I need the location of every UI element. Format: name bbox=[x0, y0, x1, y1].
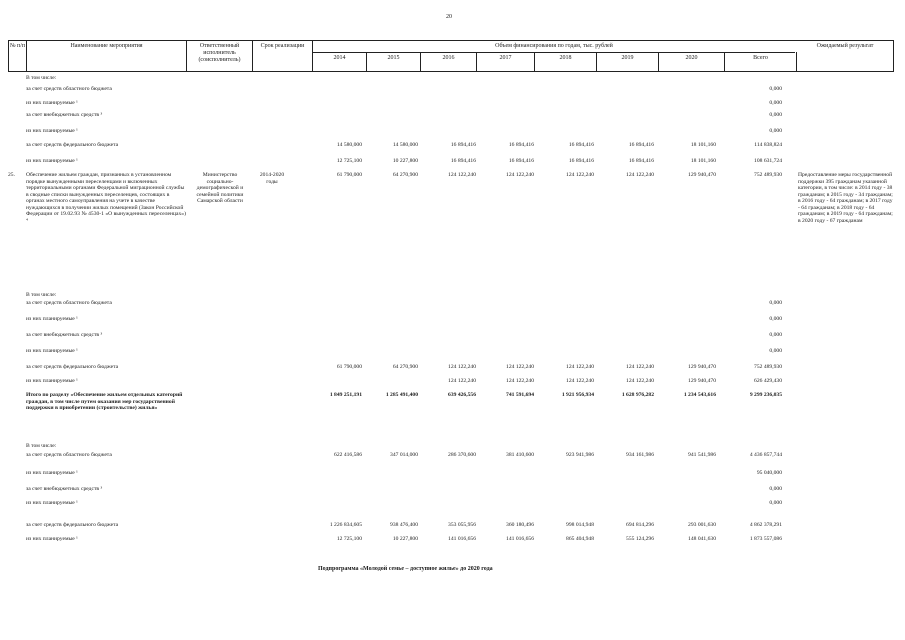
row-value: 741 591,694 bbox=[506, 392, 534, 398]
row-value: 286 370,600 bbox=[448, 452, 476, 458]
row-value: 108 631,724 bbox=[754, 158, 782, 164]
row-value: 1 285 491,400 bbox=[385, 392, 418, 398]
row-label: из них планируемые ¹ bbox=[26, 378, 78, 384]
row-value: 934 161,986 bbox=[626, 452, 654, 458]
row-label: Итого по разделу «Обеспечение жильем отдельных категорий граждан, в том числе путем оказания мер государственной поддержки в приобретении (строительстве) жилья» bbox=[26, 392, 183, 411]
row-value: 381 410,600 bbox=[506, 452, 534, 458]
row-label: В том числе: bbox=[26, 292, 57, 298]
row-value: 639 426,556 bbox=[448, 392, 476, 398]
header-year: 2017 bbox=[477, 52, 535, 71]
row-value: 18 101,160 bbox=[690, 158, 716, 164]
row-value: 124 122,240 bbox=[626, 364, 654, 370]
row-label: из них планируемые ¹ bbox=[26, 100, 78, 106]
row-value: 694 814,296 bbox=[626, 522, 654, 528]
row-value: 0,000 bbox=[769, 300, 782, 306]
header-year: 2020 bbox=[659, 52, 725, 71]
row-executor: Министерство социально-демографической и семейной политики Самарской области bbox=[196, 172, 244, 204]
row-value: 622 416,586 bbox=[334, 452, 362, 458]
row-label: из них планируемые ¹ bbox=[26, 348, 78, 354]
row-value: 129 940,470 bbox=[688, 364, 716, 370]
row-value: 0,000 bbox=[769, 86, 782, 92]
row-value: 353 055,956 bbox=[448, 522, 476, 528]
row-value: 998 014,948 bbox=[566, 522, 594, 528]
row-value: 124 122,240 bbox=[448, 172, 476, 178]
row-value: 0,000 bbox=[769, 112, 782, 118]
header-year: 2018 bbox=[535, 52, 597, 71]
row-value: 124 122,240 bbox=[566, 364, 594, 370]
row-value: 64 270,900 bbox=[392, 364, 418, 370]
header-year: 2015 bbox=[367, 52, 421, 71]
header-year: 2014 bbox=[313, 52, 367, 71]
row-value: 12 725,100 bbox=[336, 536, 362, 542]
row-value: 16 894,416 bbox=[628, 142, 654, 148]
row-label: за счет внебюджетных средств ³ bbox=[26, 332, 103, 338]
row-label: из них планируемые ¹ bbox=[26, 158, 78, 164]
row-label: из них планируемые ¹ bbox=[26, 128, 78, 134]
row-value: 16 894,416 bbox=[450, 158, 476, 164]
row-label: за счет внебюджетных средств ³ bbox=[26, 486, 103, 492]
row-label: В том числе: bbox=[26, 443, 57, 449]
row-value: 752 489,930 bbox=[754, 364, 782, 370]
row-period: 2014-2020 годы bbox=[259, 172, 285, 185]
header-num: № п/п bbox=[9, 41, 27, 71]
row-value: 938 476,400 bbox=[390, 522, 418, 528]
row-label: из них планируемые ¹ bbox=[26, 470, 78, 476]
row-value: 124 122,240 bbox=[448, 364, 476, 370]
row-value: 16 894,416 bbox=[450, 142, 476, 148]
row-value: 95 040,000 bbox=[756, 470, 782, 476]
row-value: 124 122,240 bbox=[626, 172, 654, 178]
row-value: 124 122,240 bbox=[506, 378, 534, 384]
header-executor: Ответственный исполнитель (соисполнитель) bbox=[187, 41, 253, 71]
row-value: 12 725,100 bbox=[336, 158, 362, 164]
row-label: за счет средств федерального бюджета bbox=[26, 142, 119, 148]
header-finance: Объем финансирования по годам, тыс. рублей bbox=[313, 41, 795, 53]
row-result: Предоставление меры государственной поддержки 395 гражданам указанной категории, в том числе: в 2014 году - 38 гражданам; в 2015 году - 34 гражданам; в 2016 году - 64 гражданам; в 2017 году - 64 гражданам; в 2018 году - 64 гражданам; в 2019 году - 64 гражданам; в 2020 году - 67 гражданам bbox=[798, 172, 893, 224]
table-body bbox=[8, 72, 894, 572]
row-value: 555 124,296 bbox=[626, 536, 654, 542]
row-value: 752 489,930 bbox=[754, 172, 782, 178]
header-period: Срок реализации bbox=[253, 41, 313, 71]
row-value: 4 862 378,291 bbox=[749, 522, 782, 528]
row-value: 124 122,240 bbox=[566, 378, 594, 384]
row-value: 941 541,986 bbox=[688, 452, 716, 458]
row-value: 124 122,240 bbox=[506, 172, 534, 178]
row-value: 124 122,240 bbox=[448, 378, 476, 384]
row-value: 0,000 bbox=[769, 100, 782, 106]
row-value: 16 894,416 bbox=[568, 158, 594, 164]
row-value: 0,000 bbox=[769, 316, 782, 322]
header-year: 2019 bbox=[597, 52, 659, 71]
row-value: 347 014,000 bbox=[390, 452, 418, 458]
header-year: 2016 bbox=[421, 52, 477, 71]
row-value: 14 580,000 bbox=[336, 142, 362, 148]
row-value: 0,000 bbox=[769, 486, 782, 492]
row-value: 129 940,470 bbox=[688, 172, 716, 178]
row-value: 0,000 bbox=[769, 332, 782, 338]
row-value: 141 016,656 bbox=[506, 536, 534, 542]
row-value: 124 122,240 bbox=[566, 172, 594, 178]
row-label: из них планируемые ¹ bbox=[26, 316, 78, 322]
row-value: 124 122,240 bbox=[506, 364, 534, 370]
header-name: Наименование мероприятия bbox=[27, 41, 187, 71]
row-label: за счет средств федерального бюджета bbox=[26, 364, 119, 370]
header-year-total: Всего bbox=[725, 52, 797, 71]
row-value: 4 436 857,744 bbox=[749, 452, 782, 458]
row-value: 360 180,496 bbox=[506, 522, 534, 528]
subprogram-title: Подпрограмма «Молодой семье – доступное жилье» до 2020 года bbox=[318, 566, 493, 572]
row-value: 9 299 236,035 bbox=[749, 392, 782, 398]
row-value: 1 628 976,282 bbox=[621, 392, 654, 398]
row-value: 10 227,800 bbox=[392, 536, 418, 542]
row-label: за счет средств областного бюджета bbox=[26, 300, 112, 306]
row-value: 10 227,800 bbox=[392, 158, 418, 164]
row-value: 129 940,470 bbox=[688, 378, 716, 384]
row-value: 1 226 834,605 bbox=[329, 522, 362, 528]
row-value: 61 790,000 bbox=[336, 172, 362, 178]
row-value: 14 580,000 bbox=[392, 142, 418, 148]
row-value: 1 234 543,616 bbox=[683, 392, 716, 398]
row-value: 114 838,824 bbox=[754, 142, 782, 148]
row-label: за счет средств областного бюджета bbox=[26, 452, 112, 458]
row-label: за счет средств федерального бюджета bbox=[26, 522, 119, 528]
row-value: 64 270,900 bbox=[392, 172, 418, 178]
row-value: 16 894,416 bbox=[568, 142, 594, 148]
row-label: из них планируемые ¹ bbox=[26, 500, 78, 506]
row-value: 16 894,416 bbox=[508, 142, 534, 148]
row-value: 626 429,430 bbox=[754, 378, 782, 384]
row-value: 0,000 bbox=[769, 128, 782, 134]
header-result: Ожидаемый результат bbox=[816, 43, 874, 49]
row-label: В том числе: bbox=[26, 75, 57, 81]
row-number: 25. bbox=[8, 172, 15, 178]
row-value: 148 041,630 bbox=[688, 536, 716, 542]
row-label: Обеспечение жильем граждан, признанных в установленном порядке вынужденными переселенцами и включенных территориальными органами Федеральной миграционной службы в сводные списки вынужденных переселенцев, состоящих в органах местного самоуправления на учете в качестве нуждающихся в получении жилых помещений (Закон Российской Федерации от 19.02.93 № 4530-1 «О вынужденных переселенцах») ⁴ bbox=[26, 172, 186, 224]
row-value: 1 849 251,191 bbox=[329, 392, 362, 398]
row-value: 16 894,416 bbox=[628, 158, 654, 164]
row-label: за счет средств областного бюджета bbox=[26, 86, 112, 92]
row-value: 18 101,160 bbox=[690, 142, 716, 148]
row-value: 293 001,630 bbox=[688, 522, 716, 528]
table-header bbox=[8, 40, 894, 72]
row-value: 141 016,656 bbox=[448, 536, 476, 542]
row-value: 16 894,416 bbox=[508, 158, 534, 164]
row-label: из них планируемые ¹ bbox=[26, 536, 78, 542]
row-value: 1 921 956,934 bbox=[561, 392, 594, 398]
row-value: 865 404,948 bbox=[566, 536, 594, 542]
row-value: 61 790,000 bbox=[336, 364, 362, 370]
row-value: 124 122,240 bbox=[626, 378, 654, 384]
row-value: 1 873 557,086 bbox=[749, 536, 782, 542]
row-label: за счет внебюджетных средств ³ bbox=[26, 112, 103, 118]
page-number: 20 bbox=[446, 14, 452, 20]
row-value: 0,000 bbox=[769, 348, 782, 354]
row-value: 923 941,986 bbox=[566, 452, 594, 458]
row-value: 0,000 bbox=[769, 500, 782, 506]
